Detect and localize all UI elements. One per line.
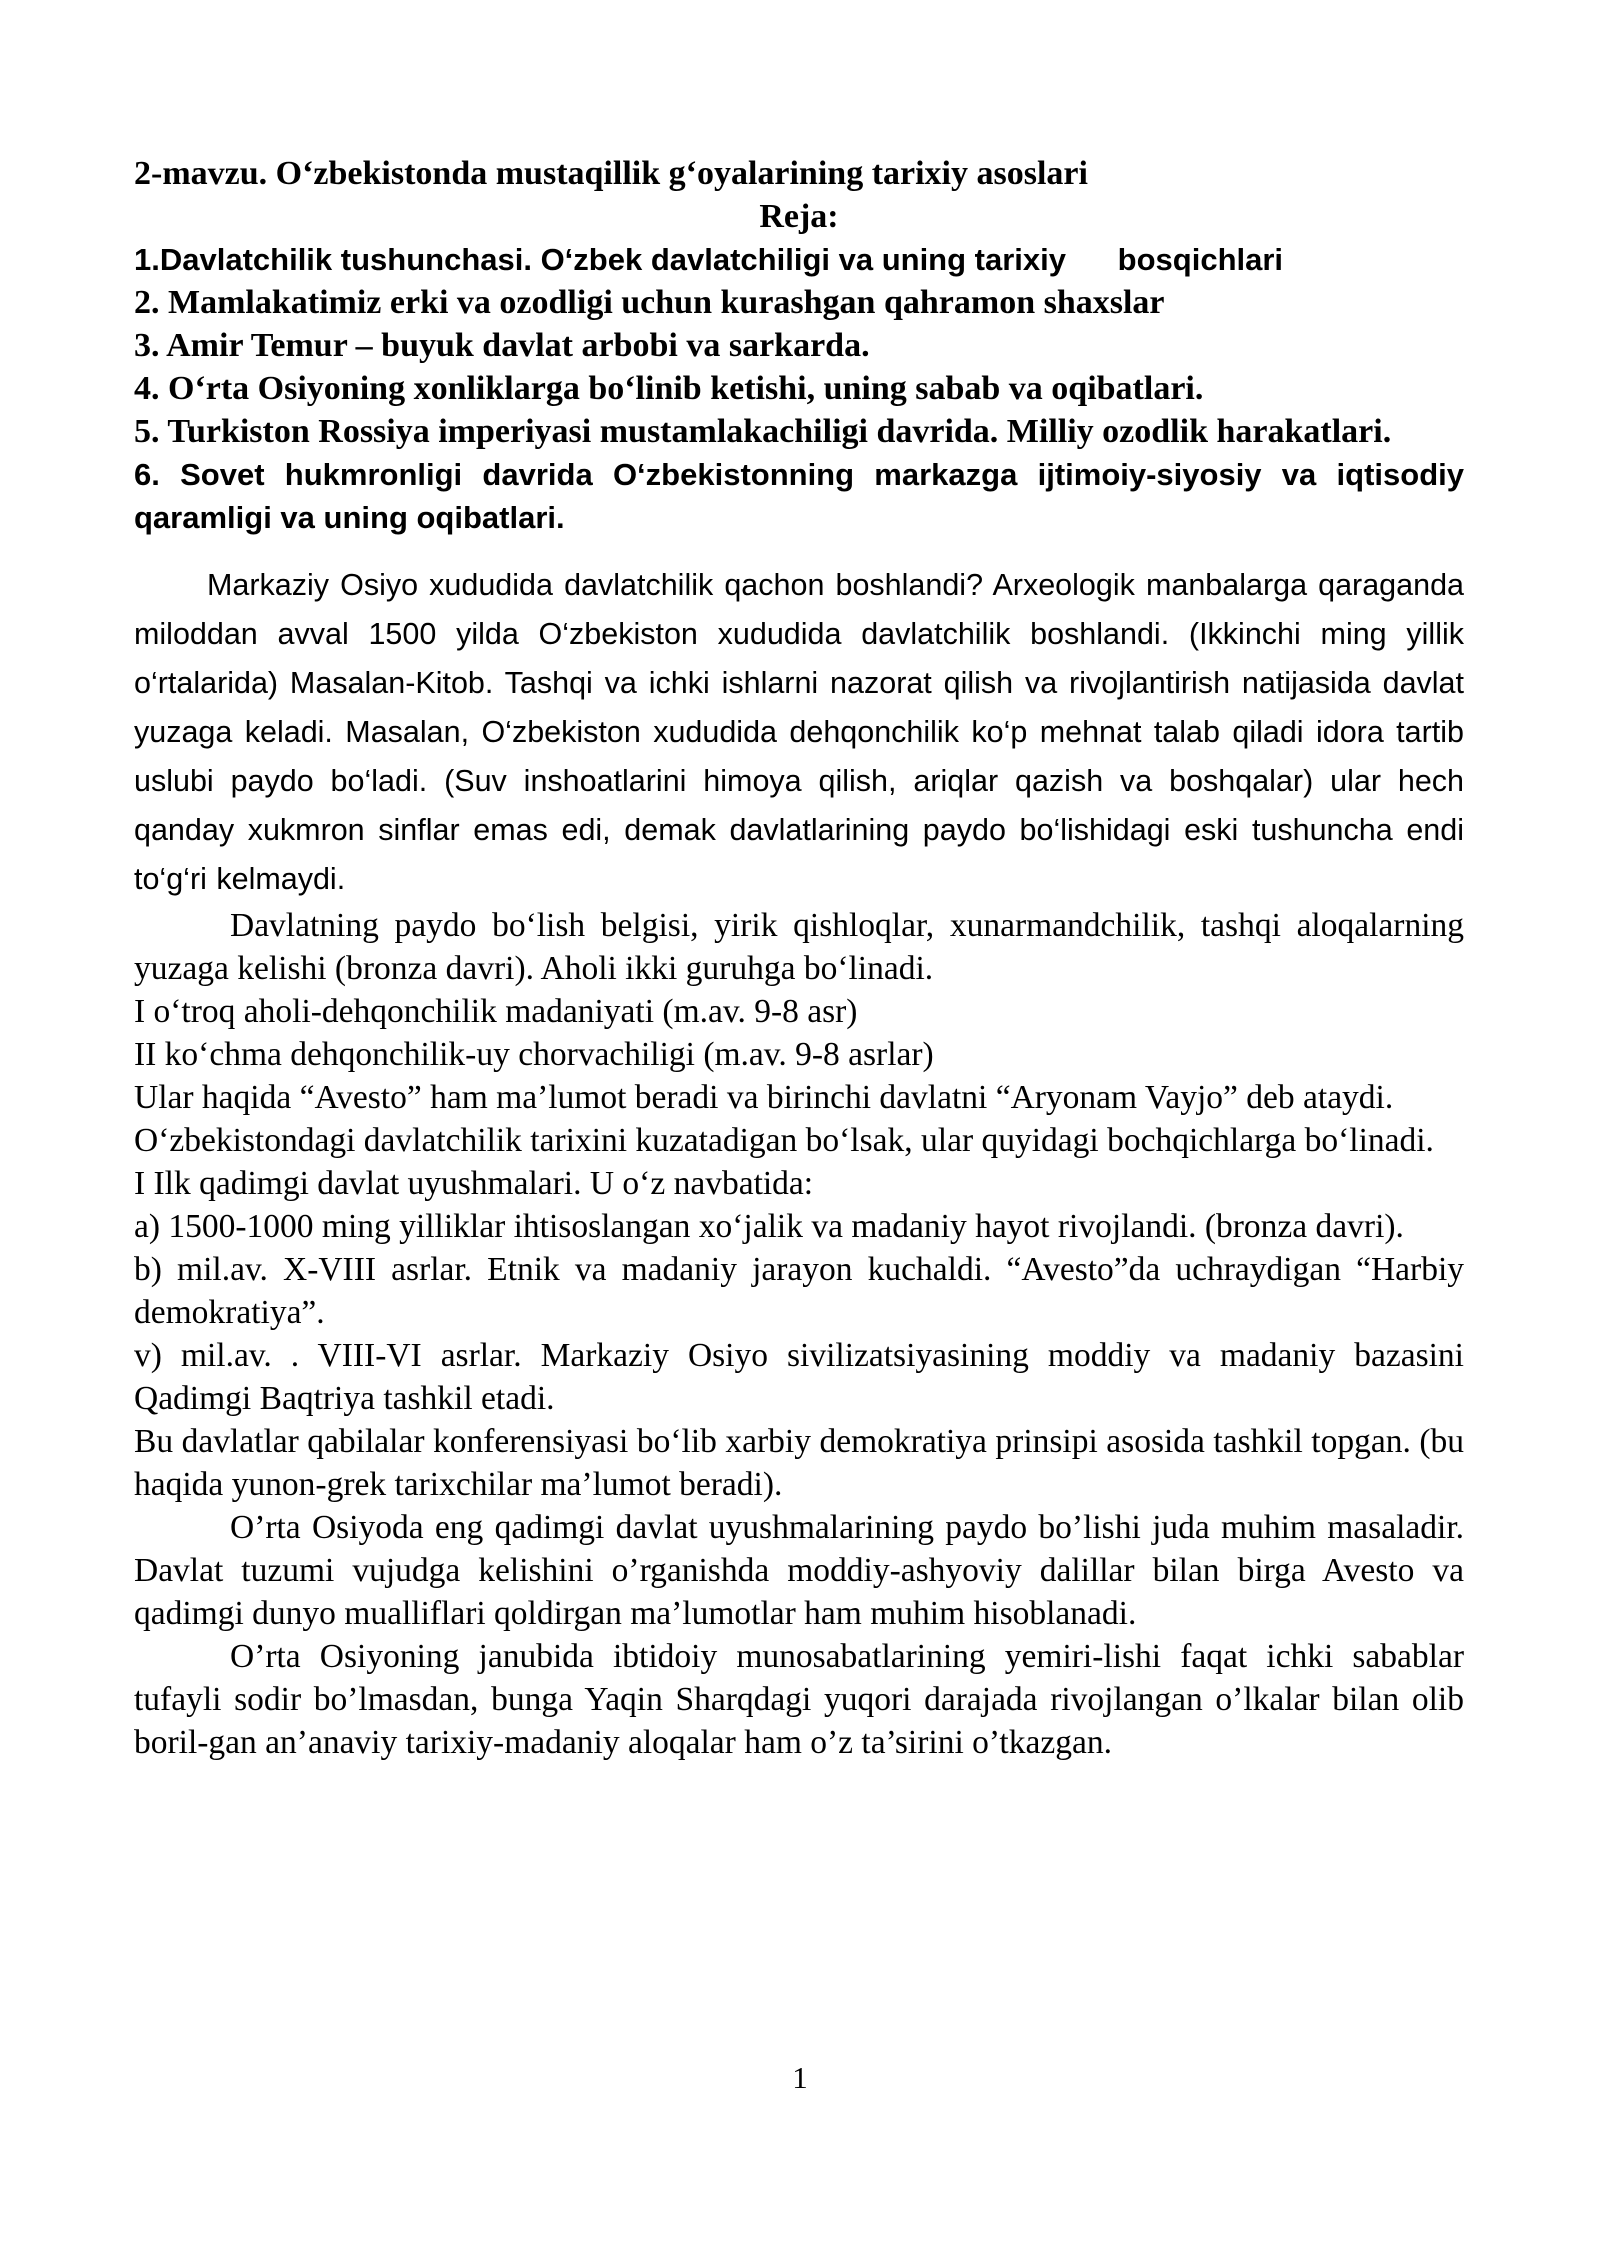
paragraph-state-signs: Davlatning paydo bo‘lish belgisi, yirik qishloqlar, xunarmandchilik, tashqi aloqalarning yuzaga kelishi (bronza davri). Aholi ikki guruhga bo‘linadi. bbox=[134, 907, 1464, 987]
paragraph-nomadic-population: II ko‘chma dehqonchilik-uy chorvachiligi (m.av. 9-8 asrlar) bbox=[134, 1036, 934, 1073]
paragraph-avesto: Ular haqida “Avesto” ham ma’lumot beradi va birinchi davlatni “Aryonam Vayjo” deb ataydi. bbox=[134, 1079, 1394, 1116]
list-item-v: v) mil.av. . VIII-VI asrlar. Markaziy Osiyo sivilizatsiyasining moddiy va madaniy bazasini Qadimgi Baqtriya tashkil etadi. bbox=[134, 1337, 1464, 1417]
paragraph-southern-relations: O’rta Osiyoning janubida ibtidoiy munosabatlarining yemiri-lishi faqat ichki sabablar tufayli sodir bo’lmasdan, bunga Yaqin Sharqdagi yuqori darajada rivojlangan o’lkalar bilan olib boril-gan an’anaviy tarixiy-madaniy aloqalar ham o’z ta’sirini o’tkazgan. bbox=[134, 1638, 1464, 1761]
plan-item-2: 2. Mamlakatimiz erki va ozodligi uchun kurashgan qahramon shaxslar bbox=[134, 284, 1165, 321]
plan-item-6: 6. Sovet hukmronligi davrida O‘zbekistonning markazga ijtimoiy-siyosiy va iqtisodiy qaramligi va uning oqibatlari. bbox=[134, 457, 1464, 535]
paragraph-ancient-unions: O’rta Osiyoda eng qadimgi davlat uyushmalarining paydo bo’lishi juda muhim masaladir. Davlat tuzumi vujudga kelishini o’rganishda moddiy-ashyoviy dalillar bilan birga Avesto va qadimgi dunyo mualliflari qoldirgan ma’lumotlar ham muhim hisoblanadi. bbox=[134, 1509, 1464, 1632]
plan-item-1: 1.Davlatchilik tushunchasi. O‘zbek davlatchiligi va uning tarixiy bosqichlari bbox=[134, 242, 1284, 277]
paragraph-settled-population: I o‘troq aholi-dehqonchilik madaniyati (m.av. 9-8 asr) bbox=[134, 993, 858, 1030]
page-number: 1 bbox=[792, 2060, 808, 2095]
paragraph-stages: O‘zbekistondagi davlatchilik tarixini kuzatadigan bo‘lsak, ular quyidagi bochqichlarga bo‘linadi. bbox=[134, 1122, 1434, 1159]
list-item-a: a) 1500-1000 ming yilliklar ihtisoslangan xo‘jalik va madaniy hayot rivojlandi. (bronza davri). bbox=[134, 1208, 1404, 1245]
plan-item-4: 4. O‘rta Osiyoning xonliklarga bo‘linib ketishi, uning sabab va oqibatlari. bbox=[134, 370, 1204, 407]
plan-item-3: 3. Amir Temur – buyuk davlat arbobi va sarkarda. bbox=[134, 327, 870, 364]
intro-paragraph: Markaziy Osiyo xududida davlatchilik qachon boshlandi? Arxeologik manbalarga qaraganda miloddan avval 1500 yilda O‘zbekiston xududida davlatchilik boshlandi. (Ikkinchi ming yillik o‘rtalarida) Masalan-Kitob. Tashqi va ichki ishlarni nazorat qilish va rivojlantirish natijasida davlat yuzaga keladi. Masalan, O‘zbekiston xududida dehqonchilik ko‘p mehnat talab qiladi idora tartib uslubi paydo bo‘ladi. (Suv inshoatlarini himoya qilish, ariqlar qazish va boshqalar) ular hech qanday xukmron sinflar emas edi, demak davlatlarining paydo bo‘lishidagi eski tushuncha endi to‘g‘ri kelmaydi. bbox=[134, 568, 1464, 896]
paragraph-confederation: Bu davlatlar qabilalar konferensiyasi bo‘lib xarbiy demokratiya prinsipi asosida tashkil topgan. (bu haqida yunon-grek tarixchilar ma’lumot beradi). bbox=[134, 1423, 1464, 1503]
plan-heading: Reja: bbox=[759, 198, 839, 235]
document-title: 2-mavzu. O‘zbekistonda mustaqillik g‘oyalarining tarixiy asoslari bbox=[134, 155, 1088, 192]
page-content bbox=[134, 152, 1464, 1764]
paragraph-early-unions: I Ilk qadimgi davlat uyushmalari. U o‘z navbatida: bbox=[134, 1165, 814, 1202]
list-item-b: b) mil.av. X-VIII asrlar. Etnik va madaniy jarayon kuchaldi. “Avesto”da uchraydigan “Harbiy demokratiya”. bbox=[134, 1251, 1464, 1331]
plan-item-5: 5. Turkiston Rossiya imperiyasi mustamlakachiligi davrida. Milliy ozodlik harakatlari. bbox=[134, 413, 1392, 450]
